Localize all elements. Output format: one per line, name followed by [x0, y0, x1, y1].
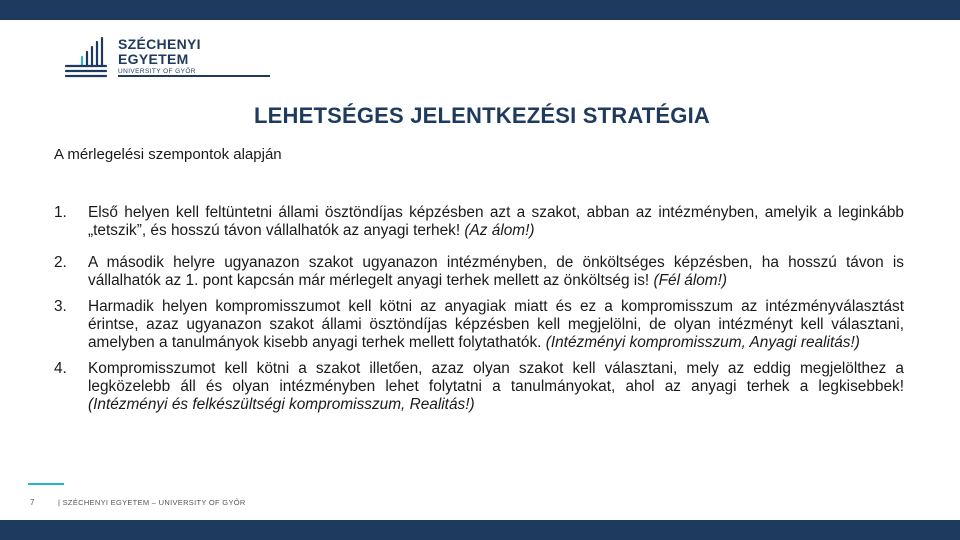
logo-line2: EGYETEM — [118, 51, 189, 67]
logo-line1: SZÉCHENYI — [118, 36, 201, 52]
list-item-number: 1. — [54, 204, 67, 221]
logo-underline — [118, 75, 270, 77]
list-item-text: A második helyre ugyanazon szakot ugyanazon intézményben, de önköltséges képzésben, ha hosszú távon is vállalhatók az 1. pont kapcsán már mérlegelt anyagi terhek mellett az önköltség is! — [88, 254, 904, 289]
slide-title: LEHETSÉGES JELENTKEZÉSI STRATÉGIA — [253, 103, 711, 128]
footer-accent-line — [28, 483, 64, 485]
list-item-number: 4. — [54, 360, 67, 377]
list-item — [54, 204, 904, 240]
list-item-emphasis: (Az álom!) — [464, 222, 535, 239]
slide-subtitle: A mérlegelési szempontok alapján — [54, 146, 282, 163]
list-item-number: 2. — [54, 254, 67, 271]
list-item-emphasis: (Fél álom!) — [653, 272, 728, 289]
university-logo — [64, 36, 214, 80]
list-item-number: 3. — [54, 298, 67, 315]
list-item-text: Kompromisszumot kell kötni a szakot illetően, azaz olyan szakot kell választani, mely az eddig megjelölthez a legközelebb áll és olyan intézményben lehet folytatni a tanulmányokat, ahol az anyagi terhek a legkisebbek! — [88, 360, 904, 395]
list-item-emphasis: (Intézményi kompromisszum, Anyagi realitás!) — [545, 334, 860, 351]
strategy-list — [54, 204, 904, 414]
list-item — [54, 254, 904, 290]
list-item-text: Harmadik helyen kompromisszumot kell kötni az anyagiak miatt és ez a kompromisszum az intézményválasztást érintse, azaz ugyanazon szakot állami ösztöndíjas képzésben kell megjelölni, de olyan intézményt kell választani, amelyben a tanulmányok kisebb anyagi terhek mellett folytathatók. — [88, 298, 904, 351]
list-item — [54, 298, 904, 352]
logo-mark-icon — [64, 36, 108, 78]
list-item-text: Első helyen kell feltüntetni állami ösztöndíjas képzésben azt a szakot, abban az intézményben, amelyik a leginkább „tetszik”, és hosszú távon vállalhatók az anyagi terhek! — [88, 204, 904, 239]
top-band — [0, 0, 960, 20]
page-number: 7 — [30, 498, 35, 507]
logo-line3: UNIVERSITY OF GYŐR — [118, 68, 196, 75]
list-item — [54, 360, 904, 414]
bottom-band — [0, 520, 960, 540]
logo-text — [118, 37, 201, 76]
list-item-emphasis: (Intézményi és felkészültségi kompromisszum, Realitás!) — [88, 396, 475, 413]
footer-text: | SZÉCHENYI EGYETEM – UNIVERSITY OF GYŐR — [58, 498, 246, 507]
